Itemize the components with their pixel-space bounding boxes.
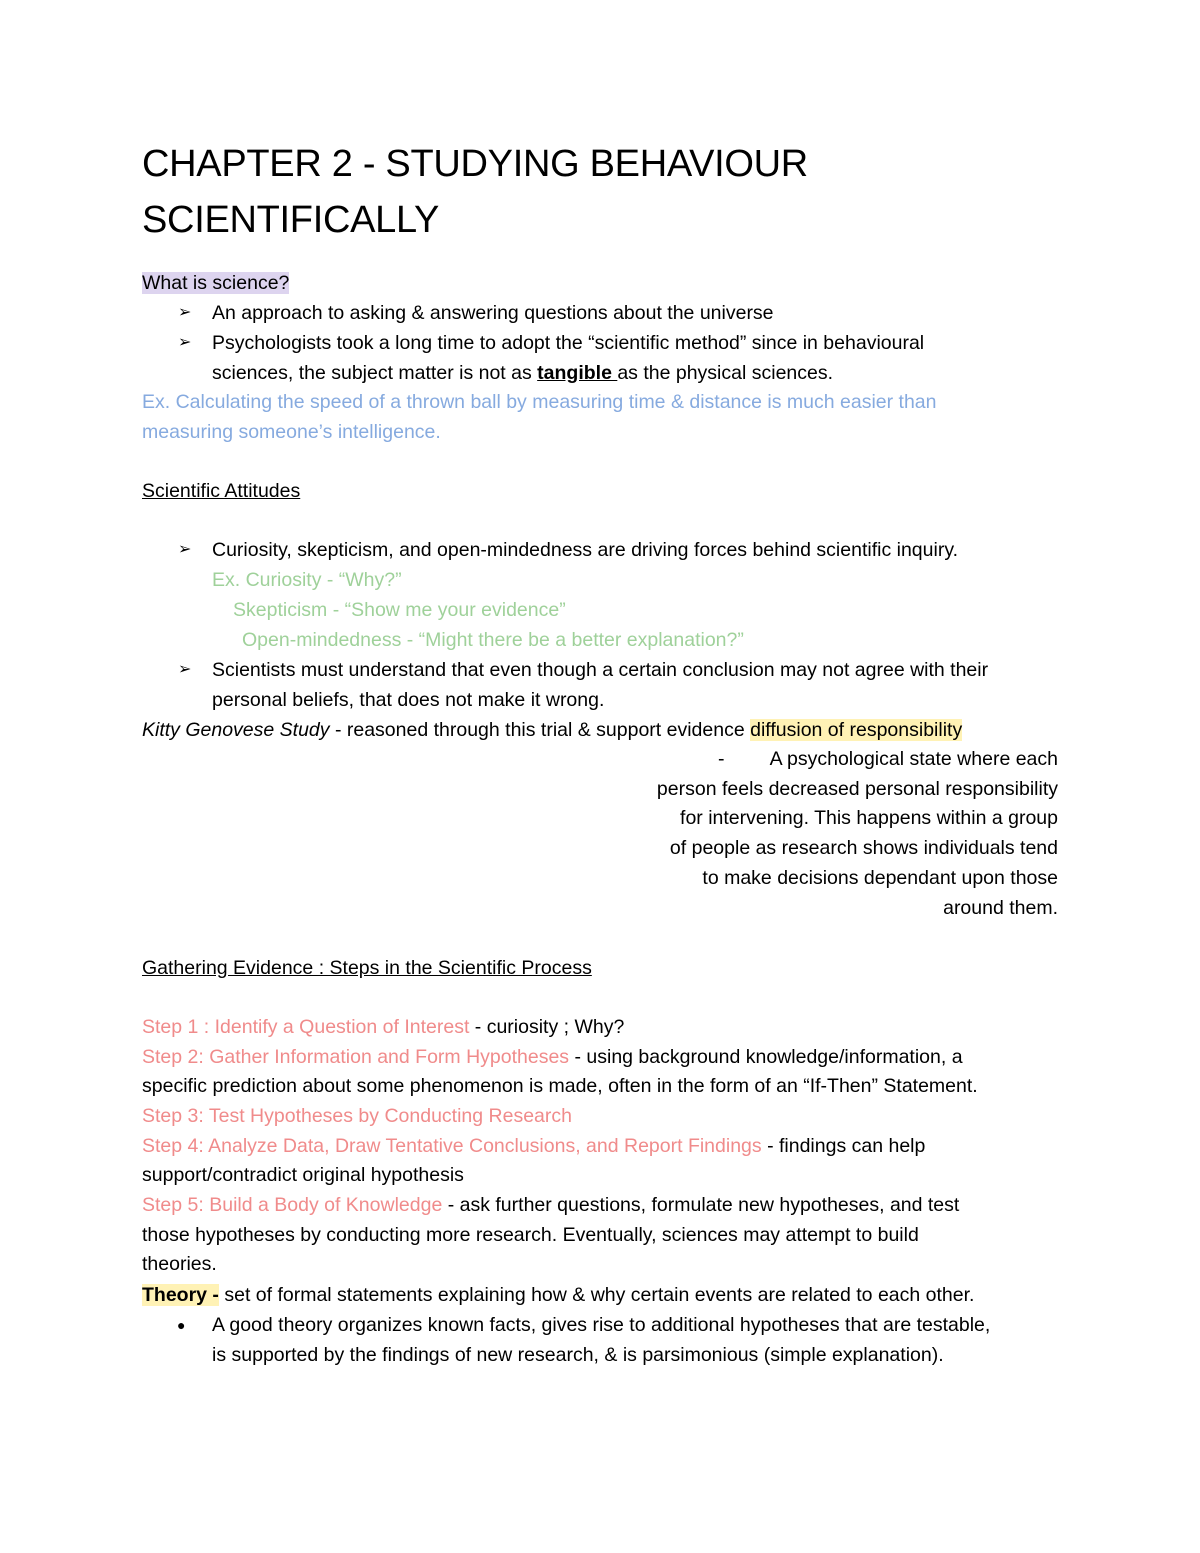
diffusion-term: diffusion of responsibility — [750, 719, 963, 741]
attitudes-bullet-2-line-2: personal beliefs, that does not make it wrong. — [212, 689, 605, 711]
step-5-line-2: those hypotheses by conducting more research. Eventually, sciences may attempt to build — [142, 1224, 919, 1246]
step-5-line-3: theories. — [142, 1253, 217, 1275]
step-4-line-2: support/contradict original hypothesis — [142, 1164, 464, 1186]
science-bullet-2-line-2: sciences, the subject matter is not as tangible as the physical sciences. — [212, 362, 834, 384]
kitty-genovese-line: Kitty Genovese Study - reasoned through this trial & support evidence diffusion of responsibility — [142, 719, 963, 741]
theory-bullet-line-2: is supported by the findings of new research, & is parsimonious (simple explanation). — [212, 1344, 944, 1366]
step-5: Step 5: Build a Body of Knowledge - ask further questions, formulate new hypotheses, and test — [142, 1194, 960, 1216]
attitudes-bullet-1: Curiosity, skepticism, and open-mindedness are driving forces behind scientific inquiry. — [212, 539, 959, 561]
dash-bullet-icon: - — [718, 748, 725, 770]
attitudes-bullet-2-line-1: Scientists must understand that even though a certain conclusion may not agree with their — [212, 659, 989, 681]
attitudes-example-open-mindedness: Open-mindedness - “Might there be a better explanation?” — [242, 629, 744, 651]
arrow-bullet-icon: ➢ — [178, 661, 192, 678]
theory-term: Theory - — [142, 1284, 219, 1306]
process-heading: Gathering Evidence : Steps in the Scientific Process — [142, 957, 592, 979]
kitty-study-name: Kitty Genovese Study — [142, 719, 330, 741]
step-2-line-2: specific prediction about some phenomenon is made, often in the form of an “If-Then” Statement. — [142, 1075, 978, 1097]
arrow-bullet-icon: ➢ — [178, 541, 192, 558]
arrow-bullet-icon: ➢ — [178, 334, 192, 351]
dot-bullet-icon: ● — [177, 1317, 186, 1333]
step-2: Step 2: Gather Information and Form Hypotheses - using background knowledge/information, a — [142, 1046, 963, 1068]
theory-bullet-line-1: A good theory organizes known facts, gives rise to additional hypotheses that are testable, — [212, 1314, 991, 1336]
definition-line-3: for intervening. This happens within a group — [680, 807, 1058, 829]
definition-line-6: around them. — [943, 897, 1058, 919]
chapter-title-line-1: CHAPTER 2 - STUDYING BEHAVIOUR — [142, 143, 808, 185]
science-example-line-2: measuring someone’s intelligence. — [142, 421, 441, 443]
attitudes-example-skepticism: Skepticism - “Show me your evidence” — [233, 599, 566, 621]
science-bullet-1: An approach to asking & answering questions about the universe — [212, 302, 774, 324]
arrow-bullet-icon: ➢ — [178, 304, 192, 321]
definition-line-1: A psychological state where each — [769, 748, 1058, 770]
definition-line-5: to make decisions dependant upon those — [702, 867, 1058, 889]
step-3: Step 3: Test Hypotheses by Conducting Research — [142, 1105, 572, 1127]
tangible-term: tangible — [537, 362, 618, 384]
chapter-title-line-2: SCIENTIFICALLY — [142, 199, 440, 241]
definition-line-4: of people as research shows individuals tend — [669, 837, 1058, 859]
science-example-line-1: Ex. Calculating the speed of a thrown ball by measuring time & distance is much easier than — [142, 391, 937, 413]
definition-line-2: person feels decreased personal responsibility — [656, 778, 1058, 800]
attitudes-heading: Scientific Attitudes — [142, 480, 301, 502]
attitudes-example-curiosity: Ex. Curiosity - “Why?” — [212, 569, 402, 591]
step-4: Step 4: Analyze Data, Draw Tentative Conclusions, and Report Findings - findings can help — [142, 1135, 926, 1157]
science-bullet-2-line-1: Psychologists took a long time to adopt the “scientific method” since in behavioural — [212, 332, 925, 354]
theory-definition: Theory - set of formal statements explaining how & why certain events are related to each other. — [142, 1284, 975, 1306]
step-1: Step 1 : Identify a Question of Interest - curiosity ; Why? — [142, 1016, 625, 1038]
science-heading: What is science? — [142, 272, 290, 294]
